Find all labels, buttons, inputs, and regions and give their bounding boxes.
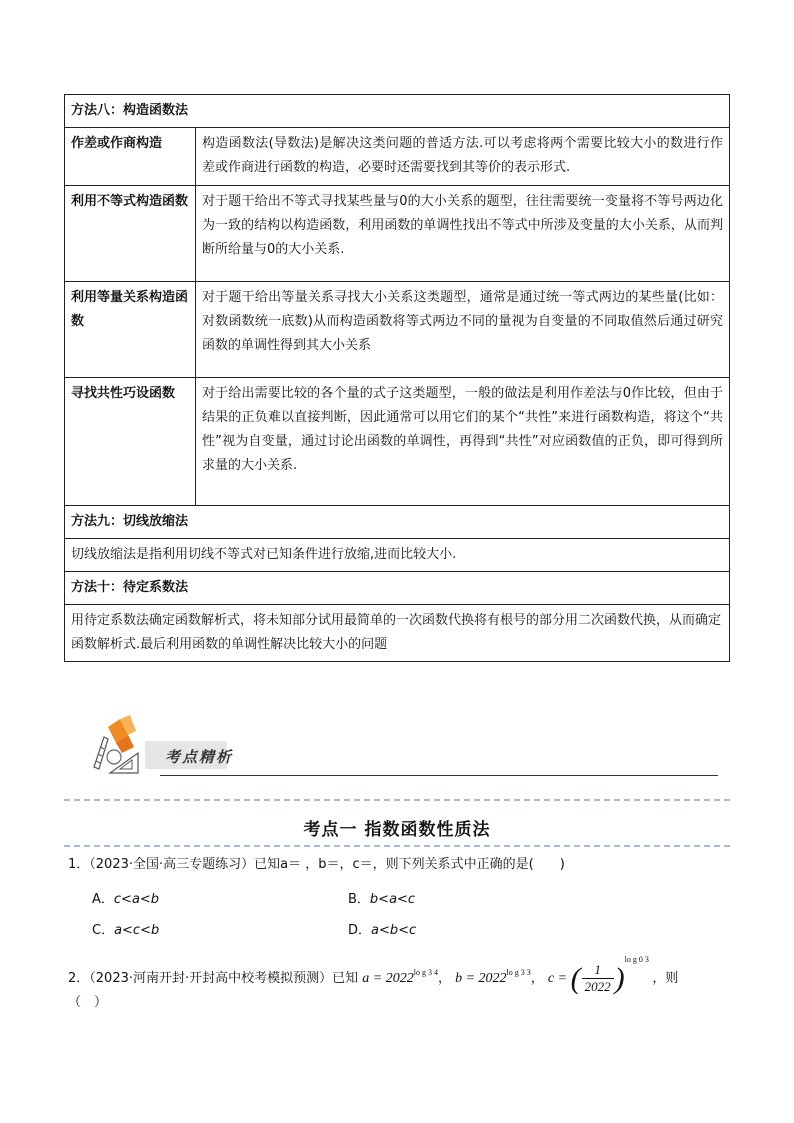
banner-rule: [160, 775, 718, 776]
question-2-answer-blank: （ ）: [68, 995, 108, 1010]
row-text-equality: 对于题干给出等量关系寻找大小关系这类题型，通常是通过统一等式两边的某些量(比如：对数函数统一底数)从而构造函数将等式两边不同的量视为自变量的不同取值然后通过研究函数的单调性得到其大小关系: [196, 282, 730, 378]
question-1-option-d: [348, 919, 416, 938]
paren-open: (: [570, 961, 581, 995]
expr-b-base: b = 2022: [455, 971, 507, 986]
expr-c-exponent: lo g 0 3: [624, 955, 649, 964]
fraction-denominator: 2022: [584, 979, 611, 995]
fraction-numerator: 1: [582, 962, 614, 979]
method9-text: 切线放缩法是指利用切线不等式对已知条件进行放缩,进而比较大小.: [65, 539, 730, 572]
row-text-commonality: 对于给出需要比较的各个量的式子这类题型，一般的做法是利用作差法与0作比较，但由于结果的正负难以直接判断，因此通常可以用它们的某个“共性”来进行函数构造，将这个“共性”视为自变量，通过讨论出函数的单调性，再得到“共性”对应函数值的正负，即可得到所求量的大小关系.: [196, 378, 730, 506]
option-key: D．: [348, 923, 372, 938]
dashed-divider-top: [64, 799, 730, 801]
row-text-inequality: 对于题干给出不等式寻找某些量与0的大小关系的题型，往往需要统一变量将不等号两边化为一致的结构以构造函数，利用函数的单调性找出不等式中所涉及变量的大小关系，从而判断所给量与0的大小关系.: [196, 186, 730, 282]
question-1-stem: 1．（2023·全国·高三专题练习）已知a＝ ，b＝，c＝，则下列关系式中正确的是( ): [68, 857, 565, 872]
method10-title: 方法十：待定系数法: [65, 572, 730, 605]
row-label-equality: 利用等量关系构造函数: [65, 282, 196, 378]
section-banner: [90, 713, 718, 783]
method10-text: 用待定系数法确定函数解析式，将未知部分试用最简单的一次函数代换将有根号的部分用二次函数代换，从而确定函数解析式.最后利用函数的单调性解决比较大小的问题: [65, 605, 730, 662]
option-key: B．: [348, 892, 370, 907]
question-1-option-a: [92, 888, 159, 907]
option-key: A．: [92, 892, 114, 907]
question-1-option-c: [92, 919, 159, 938]
method8-title: 方法八：构造函数法: [65, 95, 730, 128]
question-1-option-b: [348, 888, 415, 907]
question-2-stem: 2．（2023·河南开封·开封高中校考模拟预测）已知 $a = 2022^{lo g 3 4}$， $b = 2022^{lo g 3 3}$， c = ( $\frac{1}{2022}$ )$^{lo g 0 3}$ ，则: [68, 955, 679, 995]
paren-close: ): [614, 961, 625, 995]
dashed-divider-bottom: [64, 845, 730, 847]
banner-label: 考点精析: [165, 748, 234, 766]
row-text-subtract-divide: 构造函数法(导数法)是解决这类问题的普适方法.可以考虑将两个需要比较大小的数进行作差或作商进行函数的构造，必要时还需要找到其等价的表示形式.: [196, 128, 730, 186]
expr-a-base: a = 2022: [362, 971, 414, 986]
option-text: b<a<c: [369, 892, 416, 907]
row-label-commonality: 寻找共性巧设函数: [65, 378, 196, 506]
option-text: a<c<b: [114, 923, 160, 938]
expr-a: [362, 968, 438, 986]
expr-b: [455, 968, 531, 986]
question-2-suffix: ，则: [652, 971, 679, 986]
methods-table: [64, 94, 730, 662]
expr-c: [547, 955, 652, 995]
question-2-prefix: 2．（2023·河南开封·开封高中校考模拟预测）已知: [68, 971, 359, 986]
expr-b-exponent: lo g 3 3: [506, 968, 531, 977]
fraction: [582, 962, 614, 995]
section-title: 考点一 指数函数性质法: [303, 820, 491, 840]
expr-a-exponent: lo g 3 4: [413, 968, 438, 977]
method9-title: 方法九：切线放缩法: [65, 506, 730, 539]
option-text: a<b<c: [371, 923, 417, 938]
row-label-subtract-divide: 作差或作商构造: [65, 128, 196, 186]
option-key: C．: [92, 923, 115, 938]
expr-c-lhs: c =: [547, 971, 568, 986]
row-label-inequality: 利用不等式构造函数: [65, 186, 196, 282]
option-text: c<a<b: [113, 892, 160, 907]
